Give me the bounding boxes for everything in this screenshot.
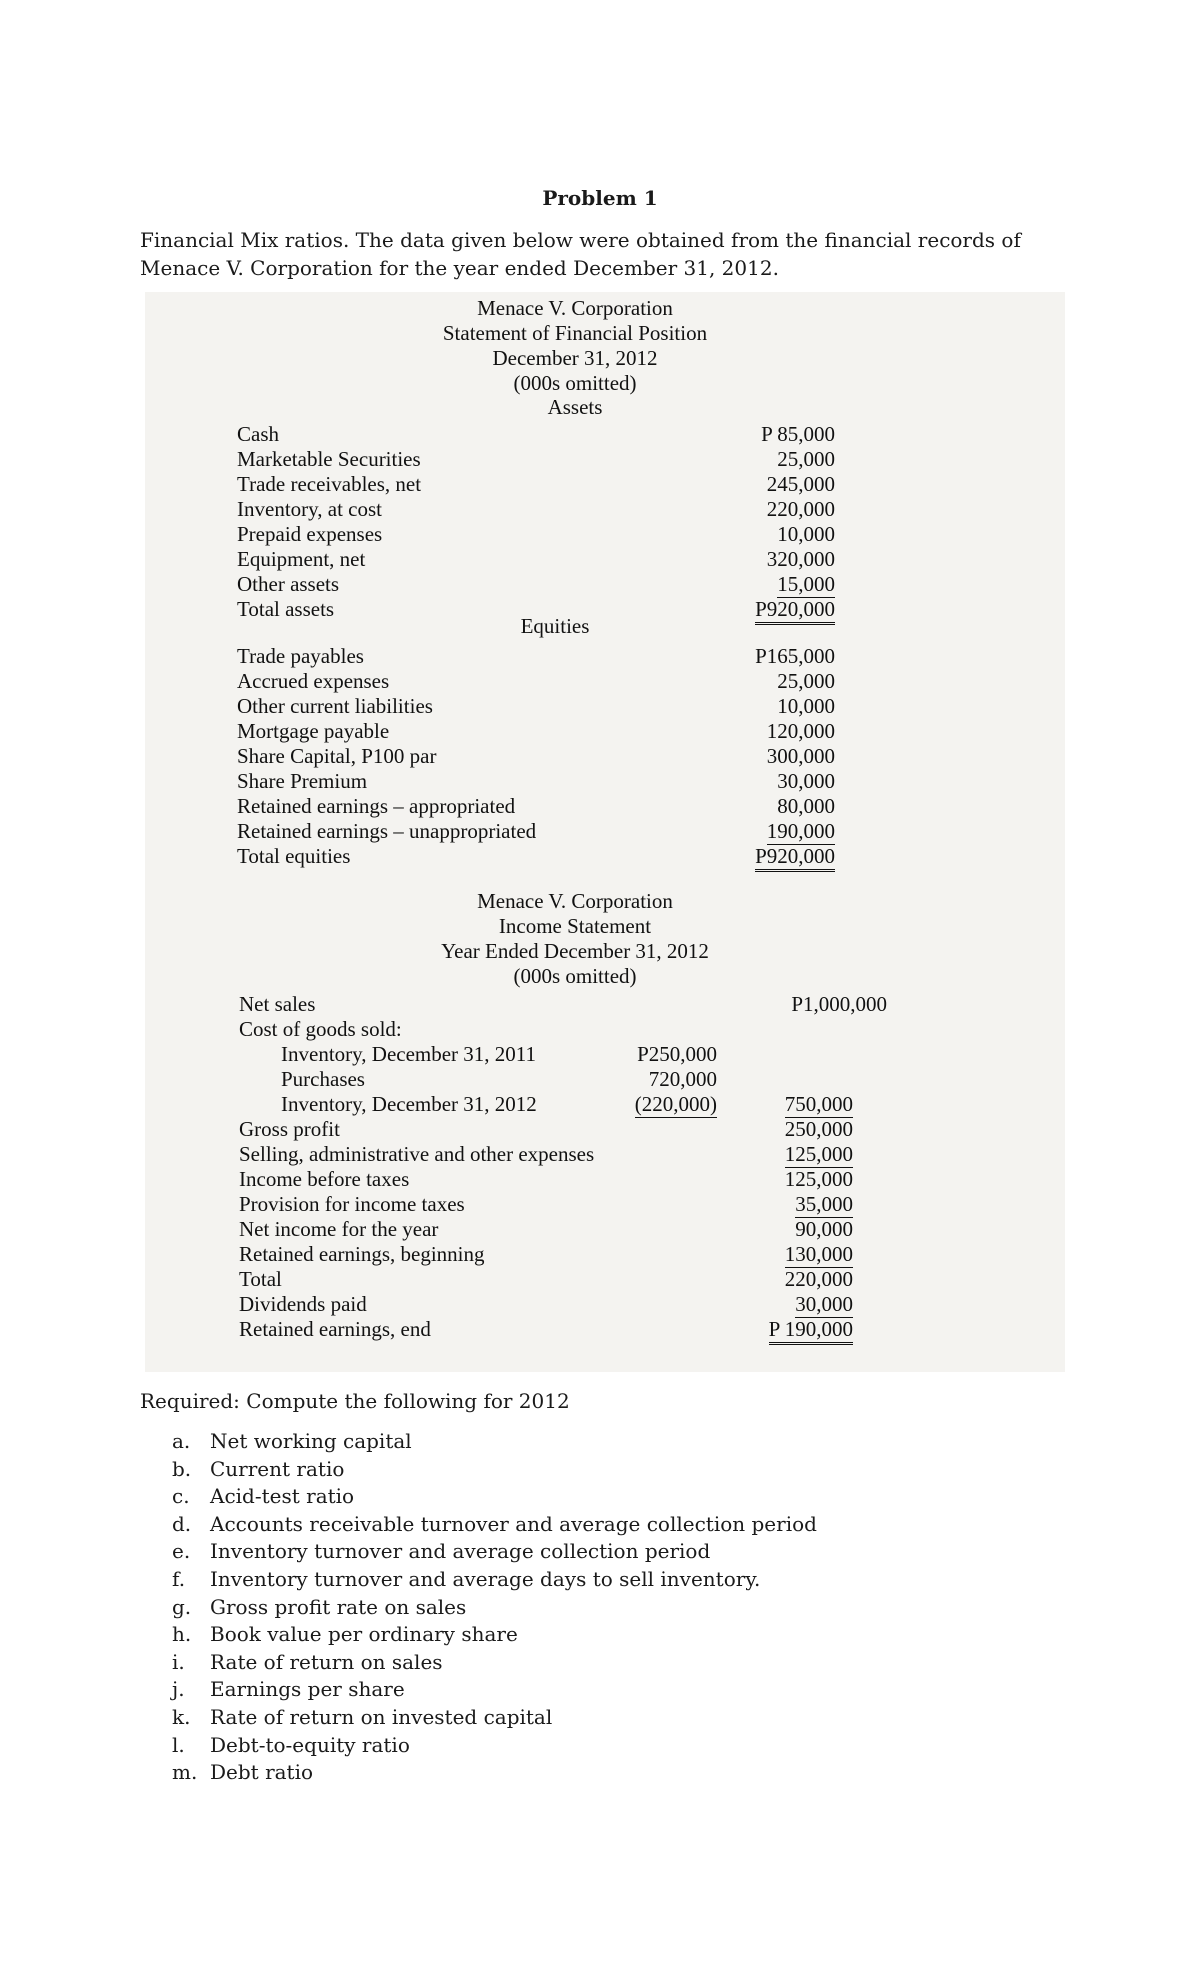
list-item [172,1511,817,1539]
equity-value: P165,000 [755,644,835,668]
list-marker: j. [172,1677,185,1702]
is-label: Total [239,1267,282,1291]
asset-value: 245,000 [766,472,835,496]
equity-value: 80,000 [777,794,835,818]
list-text: Acid-test ratio [210,1484,355,1509]
list-text: Book value per ordinary share [210,1622,518,1647]
is-label: Cost of goods sold: [239,1017,402,1041]
is-value: 125,000 [784,1142,853,1166]
equity-value: 300,000 [766,744,835,768]
is-label: Net income for the year [239,1217,439,1241]
asset-value: 15,000 [777,572,835,596]
list-item [172,1676,817,1704]
list-text: Debt-to-equity ratio [210,1732,410,1757]
required-list [172,1428,817,1787]
intro-paragraph: Financial Mix ratios. The data given below were obtained from the financial records of Menace V. Corporation for the year ended December 31, 2012. [140,228,1021,280]
total-assets-label: Total assets [237,597,335,621]
list-text: Earnings per share [210,1677,405,1702]
asset-value: 220,000 [766,497,835,521]
list-marker: e. [172,1539,191,1564]
is-value: 35,000 [795,1192,853,1216]
is-row [145,1117,1065,1142]
is-label: Inventory, December 31, 2012 [281,1092,537,1116]
financial-statements-scan [145,292,1065,1372]
bs-statement-title: Statement of Financial Position [442,321,708,345]
equity-row [145,694,1065,719]
is-row [145,1192,1065,1217]
asset-label: Prepaid expenses [237,522,383,546]
asset-label: Trade receivables, net [237,472,422,496]
is-mid-value: 720,000 [648,1067,717,1091]
required-heading: Required: Compute the following for 2012 [140,1389,570,1413]
list-marker: g. [172,1594,192,1619]
asset-label: Equipment, net [237,547,366,571]
equity-row [145,819,1065,844]
is-row [145,1167,1065,1192]
is-value: 750,000 [784,1092,853,1116]
is-company-name: Menace V. Corporation [477,889,673,913]
asset-label: Inventory, at cost [237,497,383,521]
list-marker: m. [172,1760,198,1785]
is-row [145,1142,1065,1167]
list-item [172,1428,817,1456]
is-value: 30,000 [795,1292,853,1316]
asset-row [145,497,1065,522]
list-item [172,1483,817,1511]
is-row [145,1242,1065,1267]
is-label: Income before taxes [239,1167,410,1191]
is-row [145,1042,1065,1067]
is-value: 250,000 [784,1117,853,1141]
is-label: Provision for income taxes [239,1192,465,1216]
equities-heading: Equities [520,614,590,638]
list-item [172,1621,817,1649]
problem-title: Problem 1 [542,186,658,210]
list-text: Current ratio [210,1456,345,1481]
list-marker: f. [172,1566,186,1591]
equity-row [145,719,1065,744]
asset-value: P 85,000 [761,422,835,446]
total-assets-value: P920,000 [755,597,835,625]
asset-label: Marketable Securities [237,447,421,471]
list-marker: d. [172,1511,192,1536]
equity-label: Trade payables [237,644,364,668]
is-row [145,1067,1065,1092]
equity-label: Retained earnings – unappropriated [237,819,537,843]
assets-heading: Assets [547,395,603,419]
asset-row [145,422,1065,447]
total-equities-label: Total equities [237,844,351,868]
bs-company-name: Menace V. Corporation [477,296,673,320]
equity-label: Other current liabilities [237,694,433,718]
list-item [172,1538,817,1566]
is-label: Retained earnings, beginning [239,1242,485,1266]
list-marker: h. [172,1622,192,1647]
asset-label: Cash [237,422,279,446]
is-value: P 190,000 [769,1317,853,1345]
asset-row [145,522,1065,547]
is-row [145,1292,1065,1317]
is-units: (000s omitted) [513,964,637,988]
equity-label: Accrued expenses [237,669,390,693]
asset-value: 10,000 [777,522,835,546]
list-marker: k. [172,1704,191,1729]
list-item [172,1649,817,1677]
list-item [172,1732,817,1760]
equity-row [145,744,1065,769]
is-period: Year Ended December 31, 2012 [441,939,709,963]
total-equities-value: P920,000 [755,844,835,872]
asset-row [145,572,1065,597]
is-value: 90,000 [795,1217,853,1241]
list-item [172,1456,817,1484]
is-mid-value: P250,000 [637,1042,717,1066]
equity-row [145,669,1065,694]
asset-label: Other assets [237,572,340,596]
asset-value: 25,000 [777,447,835,471]
is-label: Purchases [281,1067,365,1091]
is-label: Gross profit [239,1117,340,1141]
is-row [145,992,1065,1017]
equity-label: Share Capital, P100 par [237,744,437,768]
equity-value: 25,000 [777,669,835,693]
is-value: 220,000 [784,1267,853,1291]
asset-row [145,472,1065,497]
equity-value: 120,000 [766,719,835,743]
is-value: 125,000 [784,1167,853,1191]
list-marker: i. [172,1649,185,1674]
is-row [145,1317,1065,1342]
list-text: Accounts receivable turnover and average collection period [210,1511,817,1536]
equity-value: 190,000 [766,819,835,843]
equity-value: 10,000 [777,694,835,718]
list-text: Net working capital [210,1429,412,1453]
is-value: 130,000 [784,1242,853,1266]
list-marker: l. [172,1732,185,1757]
is-label: Inventory, December 31, 2011 [281,1042,537,1066]
list-text: Debt ratio [210,1760,314,1785]
is-label: Dividends paid [239,1292,367,1316]
list-item [172,1704,817,1732]
list-item [172,1594,817,1622]
list-item [172,1759,817,1787]
is-label: Retained earnings, end [239,1317,431,1341]
equity-row [145,794,1065,819]
bs-date: December 31, 2012 [492,346,658,370]
asset-row [145,447,1065,472]
is-statement-title: Income Statement [498,914,652,938]
list-text: Inventory turnover and average collection period [210,1539,711,1564]
asset-value: 320,000 [766,547,835,571]
bs-units: (000s omitted) [513,371,637,395]
list-text: Rate of return on sales [210,1649,443,1674]
list-text: Inventory turnover and average days to sell inventory. [210,1566,761,1591]
equity-label: Share Premium [237,769,368,793]
list-text: Gross profit rate on sales [210,1594,467,1619]
is-row [145,1092,1065,1117]
list-marker: b. [172,1456,192,1481]
is-row [145,1017,1065,1042]
list-text: Rate of return on invested capital [210,1704,553,1729]
list-marker: c. [172,1484,190,1509]
list-marker: a. [172,1429,191,1453]
total-equities-row [145,844,1065,869]
is-label: Net sales [239,992,316,1016]
list-item [172,1566,817,1594]
is-mid-value: (220,000) [634,1092,717,1116]
is-label: Selling, administrative and other expenses [239,1142,595,1166]
equity-label: Mortgage payable [237,719,390,743]
is-value: P1,000,000 [791,992,887,1016]
equity-row [145,769,1065,794]
is-row [145,1217,1065,1242]
is-row [145,1267,1065,1292]
equity-value: 30,000 [777,769,835,793]
asset-row [145,547,1065,572]
equity-row [145,644,1065,669]
equity-label: Retained earnings – appropriated [237,794,516,818]
